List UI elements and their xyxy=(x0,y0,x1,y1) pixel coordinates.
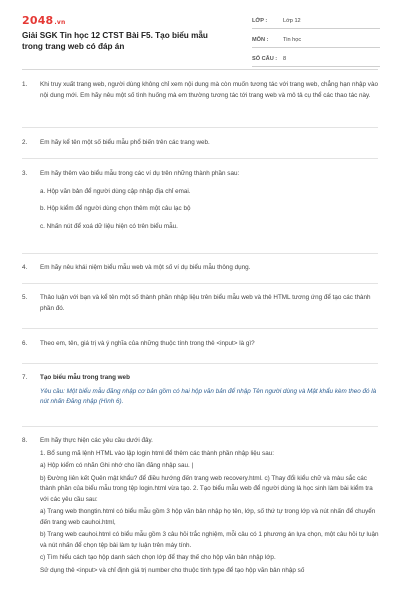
meta-value: 8 xyxy=(283,56,287,62)
page-header xyxy=(0,0,400,62)
question-text: Em hãy thực hiện các yêu cầu dưới đây. xyxy=(40,437,153,444)
meta-label: MÔN : xyxy=(252,37,269,43)
logo-suffix: .vn xyxy=(54,19,66,26)
question-paragraph: a) Hộp kiểm có nhãn Ghi nhớ cho lần đăng nhập sau. | xyxy=(40,462,194,469)
question-divider xyxy=(22,426,378,427)
question-2 xyxy=(22,138,382,149)
question-paragraph: c) Tìm hiểu cách tạo hộp danh sách chọn lớp để thay thế cho hộp văn bản nhập lớp. xyxy=(40,554,276,561)
question-divider xyxy=(22,283,378,284)
question-divider xyxy=(22,253,378,254)
question-7 xyxy=(22,373,382,408)
meta-row-count xyxy=(252,52,380,67)
question-number: 1. xyxy=(22,81,28,88)
question-number: 5. xyxy=(22,294,28,301)
question-5 xyxy=(22,293,382,314)
question-text: Em hãy thêm vào biểu mẫu trong các ví dụ trên những thành phần sau: xyxy=(40,170,240,177)
question-text: Em hãy nêu khái niệm biểu mẫu web và một số ví dụ biểu mẫu thông dụng. xyxy=(40,264,251,271)
document-title: Giải SGK Tin học 12 CTST Bài F5. Tạo biểu mẫu trong trang web có đáp án xyxy=(22,31,208,51)
question-number: 8. xyxy=(22,437,28,444)
question-6 xyxy=(22,339,382,350)
question-divider xyxy=(22,363,378,364)
question-1 xyxy=(22,80,382,101)
question-text: Theo em, tên, giá trị và ý nghĩa của những thuộc tính trong thẻ <input> là gì? xyxy=(40,340,255,347)
question-paragraph: Sử dụng thẻ <input> và chỉ định giá trị number cho thuộc tính type để tạo hộp văn bản nhập số xyxy=(40,566,305,574)
question-3 xyxy=(22,169,382,232)
answer-option-c: c. Nhấn nút để xoá dữ liệu hiện có trên biểu mẫu. xyxy=(40,222,178,230)
question-number: 7. xyxy=(22,374,28,381)
site-logo[interactable] xyxy=(22,14,65,27)
meta-row-subject xyxy=(252,33,380,48)
question-title: Tạo biểu mẫu trong trang web xyxy=(40,374,130,381)
question-8 xyxy=(22,436,382,576)
logo-text: 2048 xyxy=(22,14,54,27)
question-text: Em hãy kể tên một số biểu mẫu phổ biến trên các trang web. xyxy=(40,139,210,146)
question-divider xyxy=(22,158,378,159)
answer-option-b: b. Hộp kiểm để người dùng chọn thêm một câu lạc bộ xyxy=(40,205,191,212)
question-paragraph: b) Đường liên kết Quên mật khẩu? để điều hướng đến trang web recovery.html. c) Thay đổi kiểu chữ và màu sắc các thành phần của biểu mẫu trong tệp login.html vừa tạo. 2. Tạo biểu mẫu web để người dùng là học sinh làm bài kiểm tra với các yêu cầu sau: xyxy=(40,474,373,503)
question-number: 4. xyxy=(22,264,28,271)
meta-row-class xyxy=(252,14,380,29)
question-text: Khi truy xuất trang web, người dùng không chỉ xem nội dung mà còn muốn tương tác với trang web, chẳng hạn nhập vào nội dung mới. Em hãy nêu một số tình huống mà em thường tương tác tới trang web và mô tả cụ thể các thao tác này. xyxy=(40,81,378,99)
meta-value: Lớp 12 xyxy=(283,18,301,24)
question-number: 2. xyxy=(22,139,28,146)
question-4 xyxy=(22,263,382,274)
question-divider xyxy=(22,328,378,329)
question-paragraph: b) Trang web cauhoi.html có biểu mẫu gồm 3 câu hỏi trắc nghiệm, mỗi câu có 1 phương án lựa chọn, một câu hỏi tự luận và nút nhấn để chọn tệp bài làm tự luận trên máy tính. xyxy=(40,531,379,549)
question-number: 3. xyxy=(22,170,28,177)
question-text: Thảo luận với bạn và kể tên một số thành phần nhập liệu trên biểu mẫu web và thẻ HTML tương ứng để tạo các thành phần đó. xyxy=(40,294,371,312)
question-text: Yêu cầu: Một biểu mẫu đăng nhập cơ bản gồm có hai hộp văn bản để nhập Tên người dùng và Mật khẩu kèm theo đó là nút nhấn Đăng nhập (Hình 6). xyxy=(40,387,377,405)
question-number: 6. xyxy=(22,340,28,347)
meta-label: LỚP : xyxy=(252,18,268,24)
header-divider xyxy=(22,69,378,70)
question-divider xyxy=(22,127,378,128)
question-paragraph: 1. Bổ sung mã lệnh HTML vào lập login html để thêm các thành phần nhập liệu sau: xyxy=(40,449,274,457)
meta-value: Tin học xyxy=(283,37,302,43)
meta-table xyxy=(252,14,380,71)
answer-option-a: a. Hộp văn bản để người dùng cập nhập địa chỉ emai. xyxy=(40,187,191,195)
question-paragraph: a) Trang web thongtin.html có biểu mẫu gồm 3 hộp văn bản nhập họ tên, lớp, số thứ tự trong lớp và nút nhấn để chuyển đến trang web cauhoi.html, xyxy=(40,508,376,526)
meta-label: SỐ CÂU : xyxy=(252,56,278,62)
